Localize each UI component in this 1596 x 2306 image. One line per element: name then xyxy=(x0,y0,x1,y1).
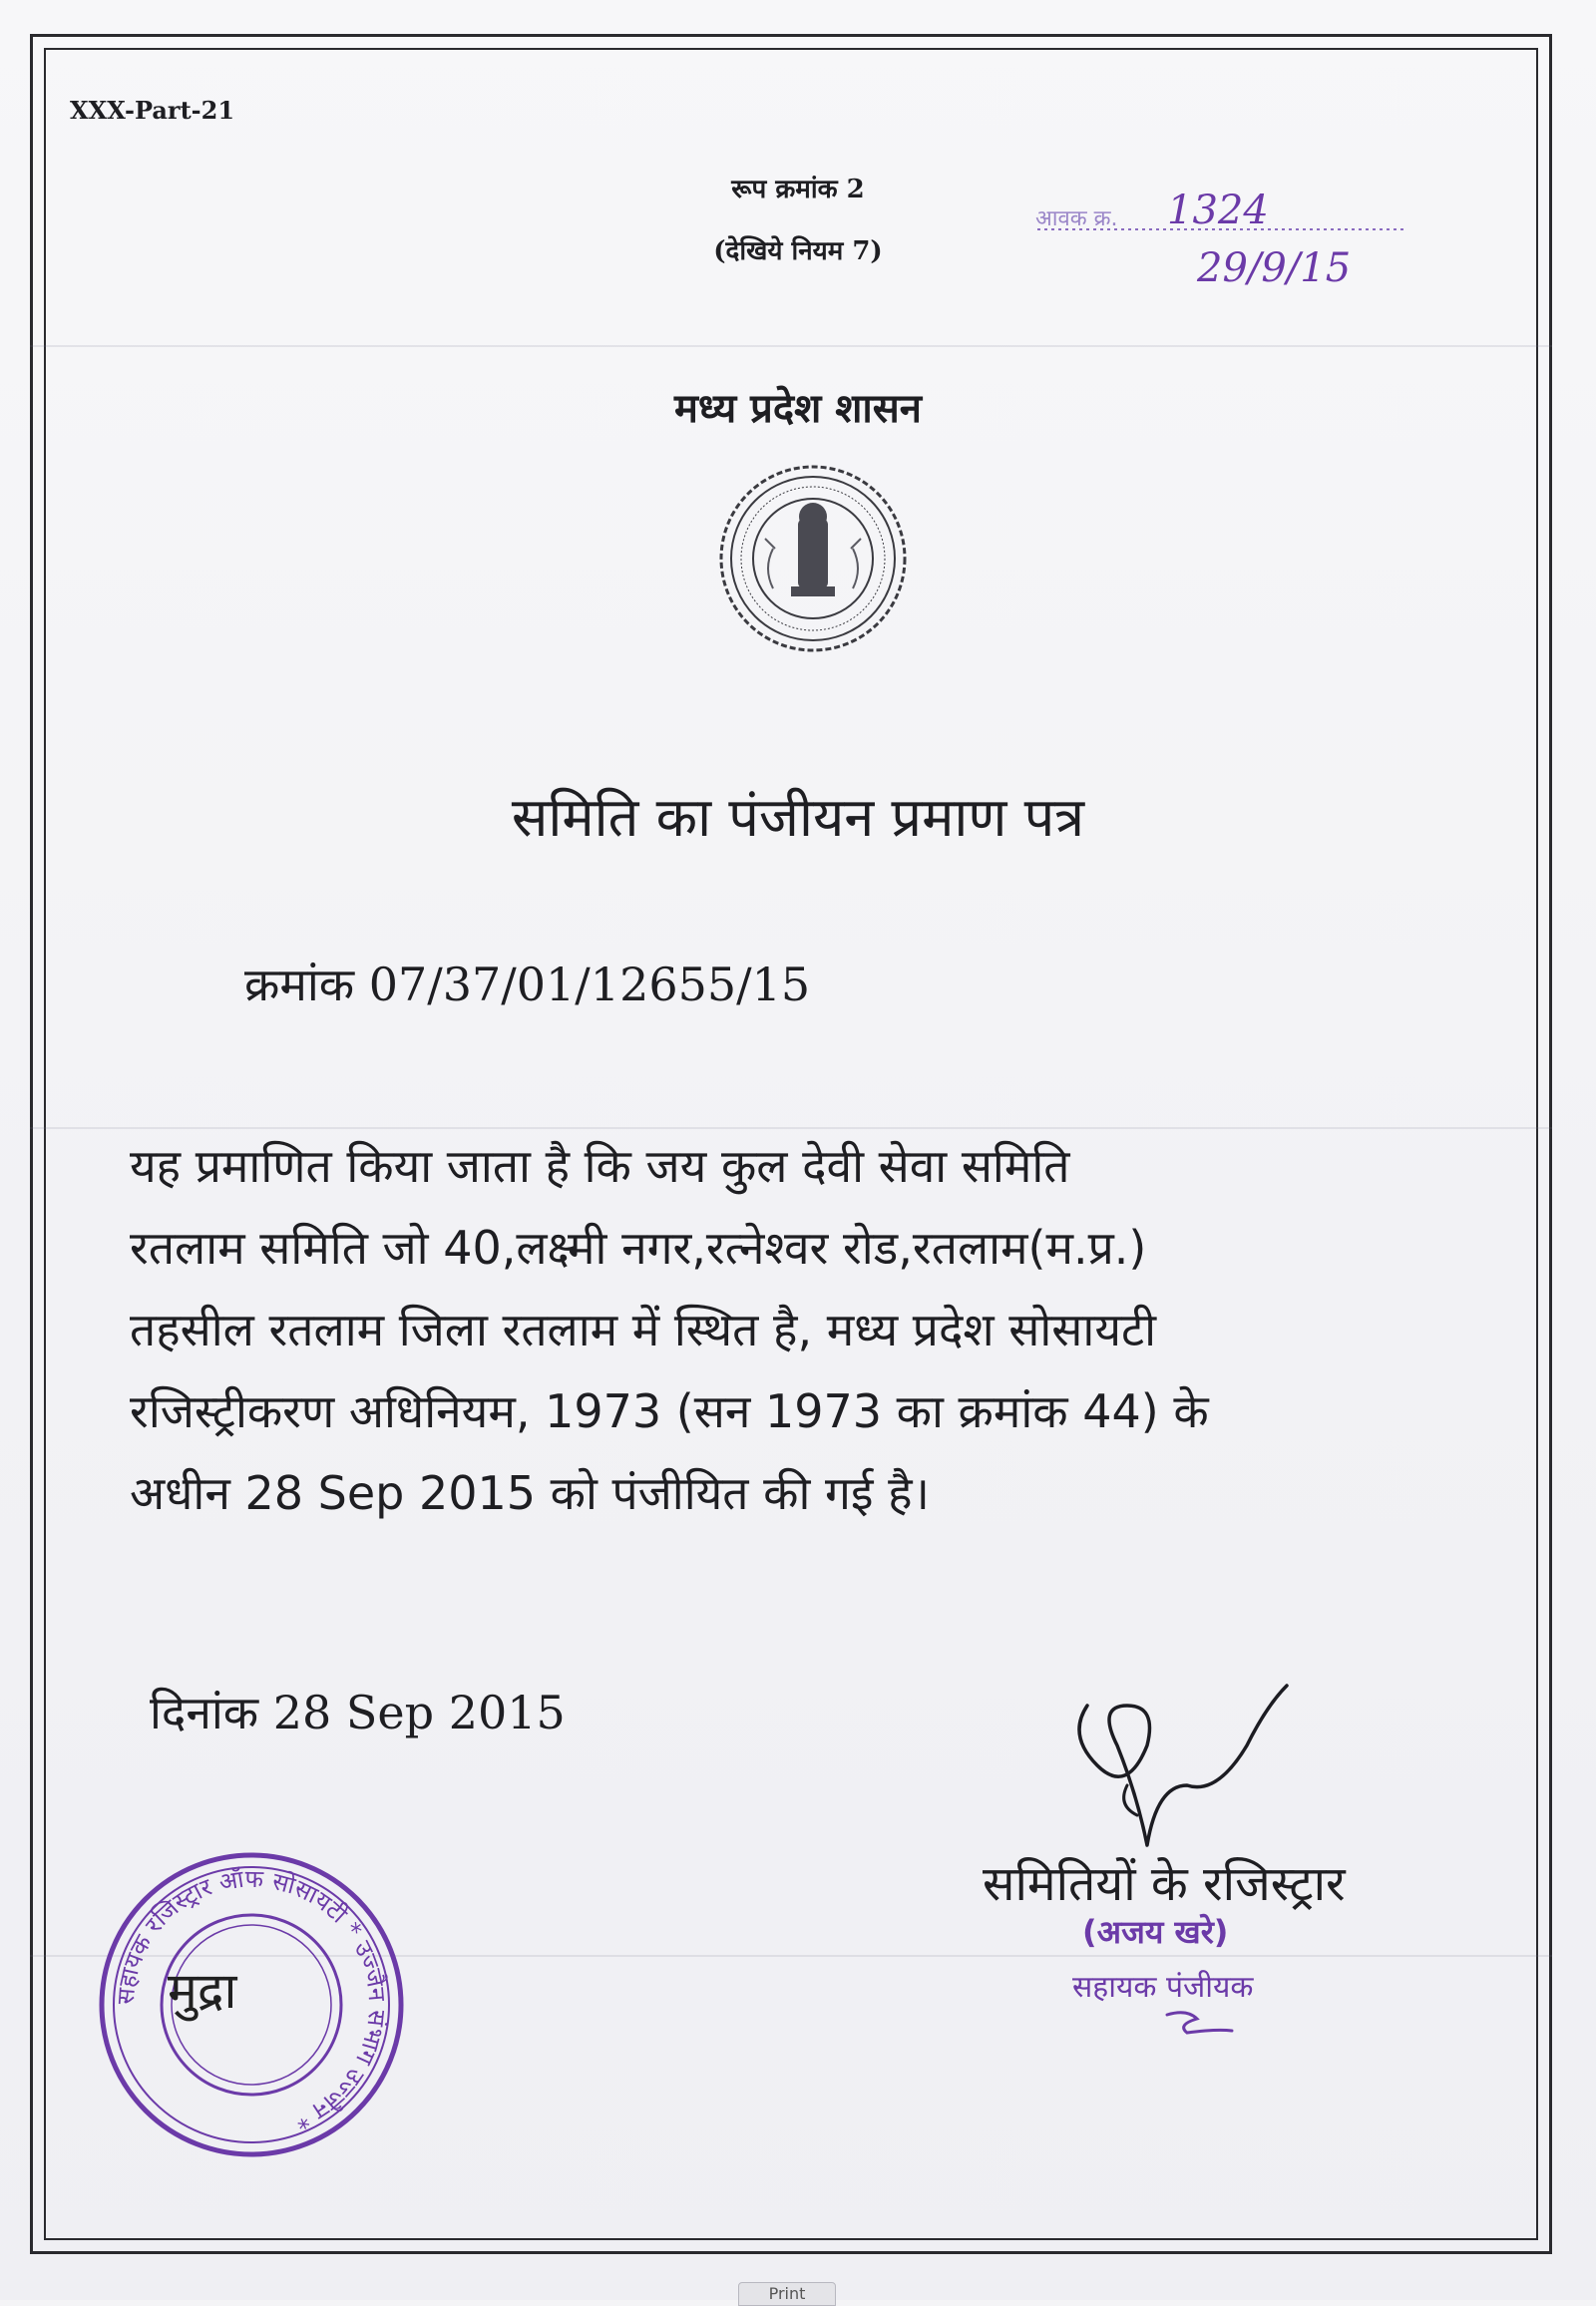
print-button[interactable]: Print xyxy=(738,2282,836,2306)
body-line: तहसील रतलाम जिला रतलाम में स्थित है, मध्य प्रदेश सोसायटी xyxy=(130,1303,1157,1356)
certificate-title: समिति का पंजीयन प्रमाण पत्र xyxy=(511,786,1085,849)
inward-stamp xyxy=(1027,190,1426,309)
government-heading: मध्य प्रदेश शासन xyxy=(673,386,922,432)
registration-number: 07/37/01/12655/15 xyxy=(368,958,811,1011)
body-line: रजिस्ट्रीकरण अधिनियम, 1973 (सन 1973 का क्रमांक 44) के xyxy=(130,1384,1209,1438)
certificate-body xyxy=(130,1125,1506,1534)
officer-name: (अजय खरे) xyxy=(1082,1913,1229,1951)
office-seal-icon xyxy=(92,1845,411,2164)
officer-designation: सहायक पंजीयक xyxy=(1072,1970,1254,2005)
part-code: XXX-Part-21 xyxy=(70,96,235,125)
date-label: दिनांक xyxy=(150,1686,259,1739)
inward-number: 1324 xyxy=(1167,190,1269,233)
body-line: यह प्रमाणित किया जाता है कि जय कुल देवी सेवा समिति xyxy=(130,1139,1070,1193)
registration-line xyxy=(244,953,810,1014)
issue-date xyxy=(150,1681,566,1742)
initials xyxy=(1157,2005,1247,2045)
signature xyxy=(1057,1666,1317,1855)
seal-ring-text: सहायक रजिस्ट्रार ऑफ सोसायटी * उज्जैन संभाग उज्जैन * xyxy=(111,1864,392,2135)
body-line: रतलाम समिति जो 40,लक्ष्मी नगर,रत्नेश्वर रोड,रतलाम(म.प्र.) xyxy=(130,1221,1147,1275)
body-line: अधीन 28 Sep 2015 को पंजीयित की गई है। xyxy=(130,1466,930,1520)
inward-date: 29/9/15 xyxy=(1197,245,1352,291)
svg-text:आवक क्र.: आवक क्र. xyxy=(1035,206,1118,231)
form-number: रूप क्रमांक 2 xyxy=(731,175,865,204)
date-value: 28 Sep 2015 xyxy=(272,1686,566,1739)
seal-label: मुद्रा xyxy=(168,1962,237,2020)
rule-reference: (देखिये नियम 7) xyxy=(713,236,883,266)
registration-label: क्रमांक xyxy=(244,958,355,1011)
state-emblem-icon xyxy=(713,459,913,658)
registrar-title: समितियों के रजिस्ट्रार xyxy=(983,1856,1346,1912)
fold-line xyxy=(30,345,1552,347)
